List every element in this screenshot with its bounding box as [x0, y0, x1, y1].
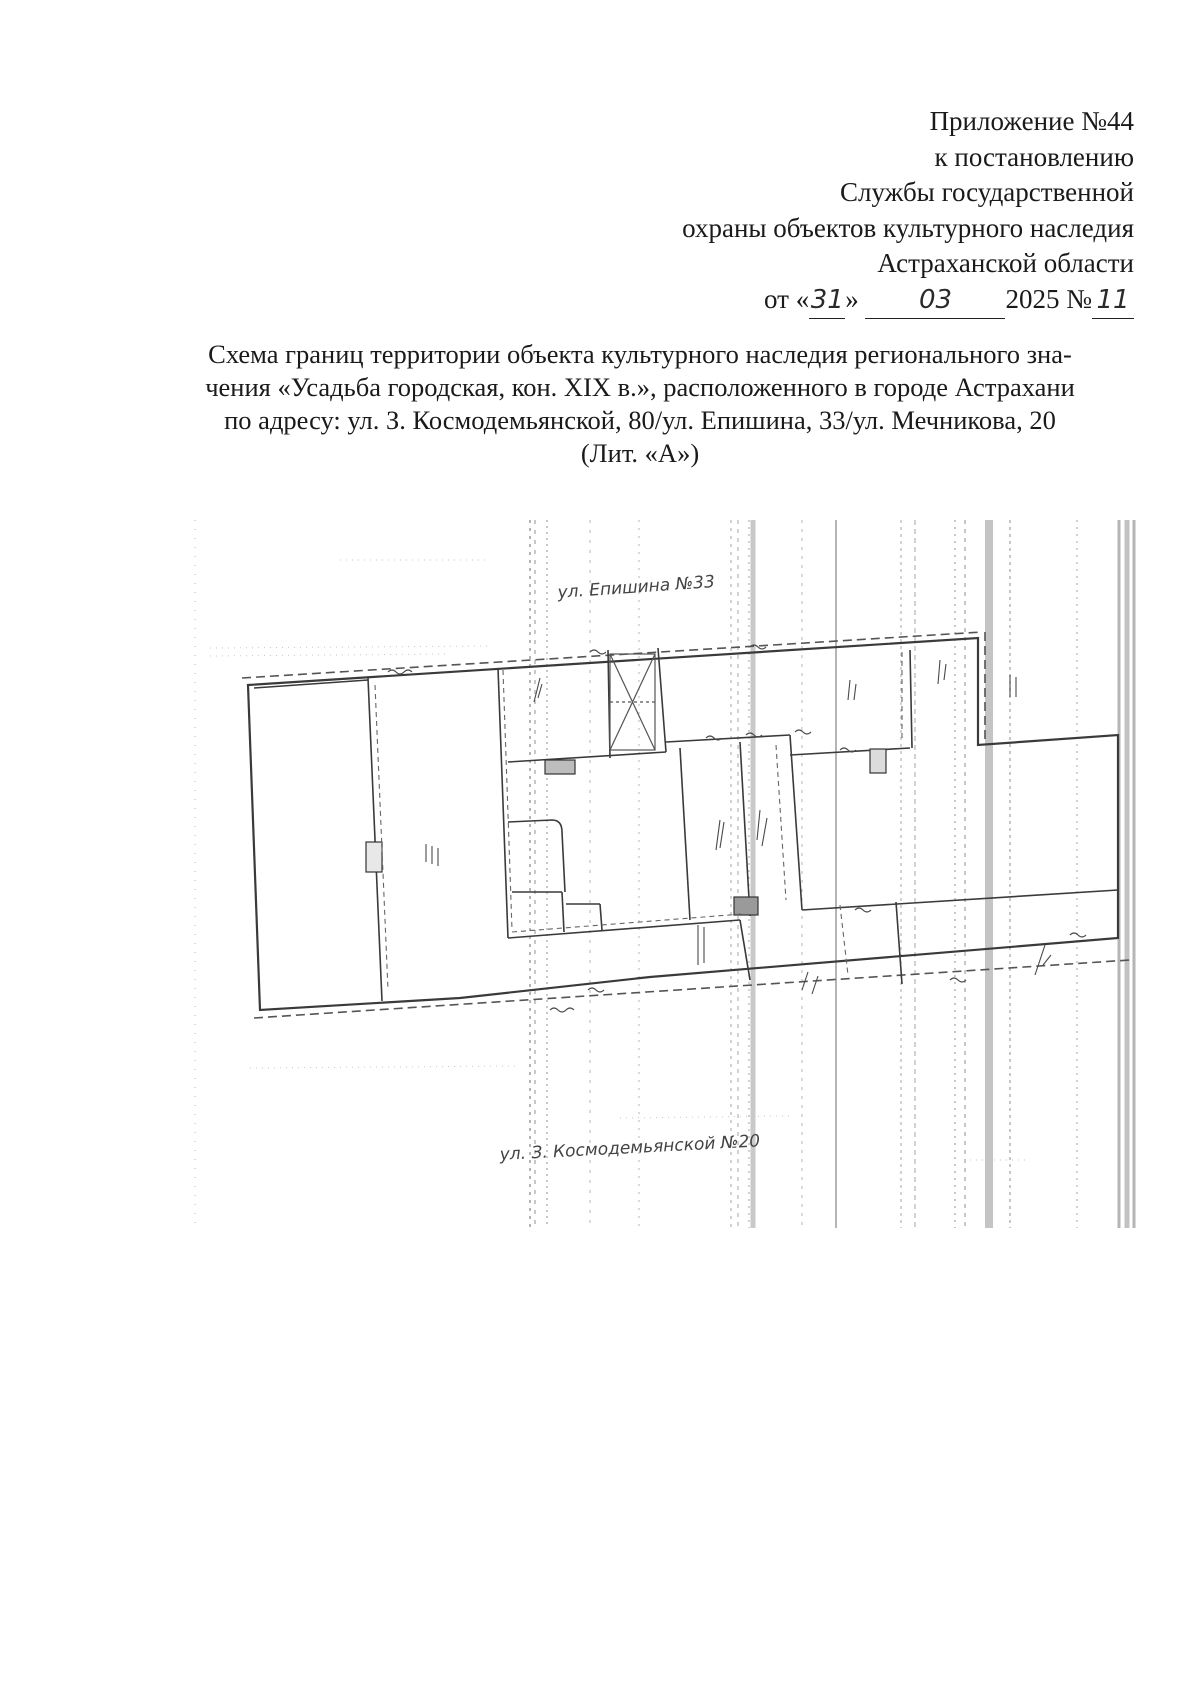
date-month-handwritten: 03: [918, 284, 953, 315]
date-day-handwritten: 31: [810, 284, 844, 315]
scheme-title-line-3: по адресу: ул. З. Космодемьянской, 80/ул. Епишина, 33/ул. Мечникова, 20: [224, 405, 1056, 435]
territory-boundary-plan: [190, 520, 1140, 1228]
date-prefix: от «: [764, 283, 810, 314]
resolution-date-line: [682, 282, 1134, 320]
appendix-header: [682, 104, 1134, 319]
scheme-title-line-2: чения «Усадьба городская, кон. XIX в.», расположенного в городе Астрахани: [205, 372, 1075, 402]
date-day-field: [809, 282, 845, 320]
appendix-line-resolution: к постановлению: [934, 141, 1134, 172]
dimension-scribbles: [388, 645, 1086, 1012]
date-mid: »: [845, 283, 866, 314]
interior-dashes: [375, 652, 902, 990]
scheme-title-line-1: Схема границ территории объекта культурного наследия регионального зна-: [208, 339, 1072, 369]
scan-noise: [210, 560, 1030, 1160]
appendix-line-region: Астраханской области: [877, 248, 1134, 278]
appendix-number: Приложение №44: [929, 106, 1134, 136]
street-label-top: ул. Епишина №33: [556, 572, 716, 603]
scheme-title: [180, 338, 1100, 470]
appendix-line-service: Службы государственной: [840, 177, 1134, 207]
scan-artifact-lines: [195, 520, 1134, 1228]
date-year: 2025 №: [1005, 283, 1092, 314]
entrance-marks: [366, 749, 886, 915]
scheme-title-line-4: (Лит. «А»): [580, 438, 700, 468]
resolution-number-field: [1092, 282, 1134, 320]
street-label-bottom: ул. З. Космодемьянской №20: [499, 1131, 761, 1165]
appendix-line-heritage: охраны объектов культурного наследия: [682, 212, 1134, 243]
plan-svg: [190, 520, 1140, 1228]
resolution-number-handwritten: 11: [1096, 284, 1130, 315]
hatched-block: [610, 654, 655, 750]
date-month-field: [865, 282, 1005, 320]
